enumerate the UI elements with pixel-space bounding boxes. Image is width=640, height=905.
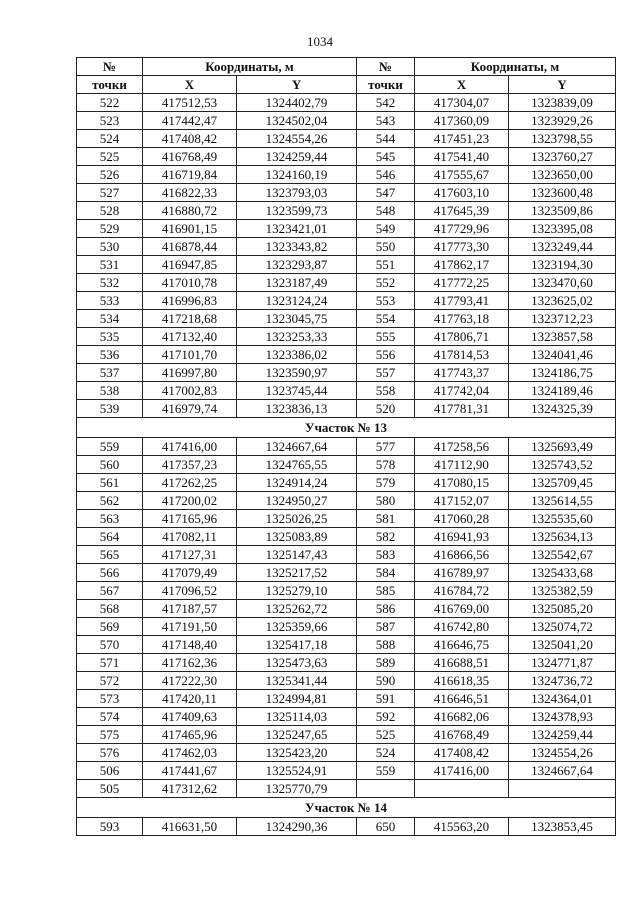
x-coordinate-cell: 417200,02 [143, 492, 237, 510]
y-coordinate-cell: 1324502,04 [237, 112, 357, 130]
x-coordinate-cell: 417262,25 [143, 474, 237, 492]
y-coordinate-cell: 1323650,00 [509, 166, 616, 184]
page-number: 1034 [307, 34, 333, 49]
y-coordinate-cell: 1323853,45 [509, 818, 616, 836]
point-number-cell: 558 [357, 382, 415, 400]
point-number-header-left: № [77, 58, 143, 76]
table-row [77, 166, 616, 184]
y-coordinate-cell [509, 780, 616, 798]
y-coordinate-cell: 1324771,87 [509, 654, 616, 672]
y-coordinate-cell: 1324402,79 [237, 94, 357, 112]
point-number-cell: 529 [77, 220, 143, 238]
x-coordinate-cell: 417127,31 [143, 546, 237, 564]
x-coordinate-cell: 416688,51 [415, 654, 509, 672]
x-coordinate-cell: 417541,40 [415, 148, 509, 166]
point-number-cell: 578 [357, 456, 415, 474]
point-number-cell: 526 [77, 166, 143, 184]
x-header-right: X [415, 76, 509, 94]
x-coordinate-cell: 417222,30 [143, 672, 237, 690]
y-coordinate-cell: 1323929,26 [509, 112, 616, 130]
x-coordinate-cell: 417191,50 [143, 618, 237, 636]
x-coordinate-cell: 416979,74 [143, 400, 237, 418]
x-coordinate-cell: 416901,15 [143, 220, 237, 238]
point-number-cell: 543 [357, 112, 415, 130]
point-number-cell: 591 [357, 690, 415, 708]
x-coordinate-cell: 417729,96 [415, 220, 509, 238]
point-number-cell: 505 [77, 780, 143, 798]
table-row [77, 256, 616, 274]
point-number-cell: 523 [77, 112, 143, 130]
point-number-cell: 556 [357, 346, 415, 364]
x-coordinate-cell: 417060,28 [415, 510, 509, 528]
y-coordinate-cell: 1324554,26 [509, 744, 616, 762]
point-number-cell: 554 [357, 310, 415, 328]
table-row [77, 780, 616, 798]
point-number-cell: 587 [357, 618, 415, 636]
y-coordinate-cell: 1323194,30 [509, 256, 616, 274]
table-row [77, 328, 616, 346]
x-coordinate-cell: 417416,00 [143, 438, 237, 456]
y-coordinate-cell: 1325114,03 [237, 708, 357, 726]
y-coordinate-cell: 1323798,55 [509, 130, 616, 148]
y-coordinate-cell: 1325085,20 [509, 600, 616, 618]
x-coordinate-cell: 416682,06 [415, 708, 509, 726]
x-coordinate-cell: 416646,51 [415, 690, 509, 708]
x-coordinate-cell: 417165,96 [143, 510, 237, 528]
x-header-left: X [143, 76, 237, 94]
x-coordinate-cell: 417462,03 [143, 744, 237, 762]
y-coordinate-cell: 1325026,25 [237, 510, 357, 528]
point-number-cell: 566 [77, 564, 143, 582]
y-coordinate-cell: 1324554,26 [237, 130, 357, 148]
x-coordinate-cell: 417112,90 [415, 456, 509, 474]
table-row [77, 564, 616, 582]
point-number-cell: 533 [77, 292, 143, 310]
table-row [77, 400, 616, 418]
x-coordinate-cell: 416742,80 [415, 618, 509, 636]
y-coordinate-cell: 1323124,24 [237, 292, 357, 310]
x-coordinate-cell: 417408,42 [143, 130, 237, 148]
x-coordinate-cell: 417096,52 [143, 582, 237, 600]
table-row [77, 708, 616, 726]
y-coordinate-cell: 1325634,13 [509, 528, 616, 546]
point-number-cell: 550 [357, 238, 415, 256]
y-coordinate-cell: 1323386,02 [237, 346, 357, 364]
x-coordinate-cell: 417451,23 [415, 130, 509, 148]
y-coordinate-cell: 1325423,20 [237, 744, 357, 762]
y-coordinate-cell: 1323395,08 [509, 220, 616, 238]
y-coordinate-cell: 1323590,97 [237, 364, 357, 382]
point-number-cell: 522 [77, 94, 143, 112]
y-coordinate-cell: 1325041,20 [509, 636, 616, 654]
point-number-header-right: № [357, 58, 415, 76]
y-coordinate-cell: 1324189,46 [509, 382, 616, 400]
y-coordinate-cell: 1325083,89 [237, 528, 357, 546]
y-coordinate-cell: 1325262,72 [237, 600, 357, 618]
x-coordinate-cell: 417793,41 [415, 292, 509, 310]
point-number-cell: 592 [357, 708, 415, 726]
y-coordinate-cell: 1325147,43 [237, 546, 357, 564]
point-number-cell: 534 [77, 310, 143, 328]
table-row [77, 456, 616, 474]
point-number-cell: 589 [357, 654, 415, 672]
table-row [77, 582, 616, 600]
x-coordinate-cell: 417763,18 [415, 310, 509, 328]
x-coordinate-cell: 417010,78 [143, 274, 237, 292]
y-header-left: Y [237, 76, 357, 94]
table-row [77, 130, 616, 148]
x-coordinate-cell: 416822,33 [143, 184, 237, 202]
table-row [77, 112, 616, 130]
y-coordinate-cell: 1323293,87 [237, 256, 357, 274]
y-coordinate-cell: 1323470,60 [509, 274, 616, 292]
y-coordinate-cell: 1324950,27 [237, 492, 357, 510]
table-row [77, 762, 616, 780]
table-row [77, 546, 616, 564]
y-coordinate-cell: 1325433,68 [509, 564, 616, 582]
table-row [77, 202, 616, 220]
point-number-cell: 539 [77, 400, 143, 418]
x-coordinate-cell [415, 780, 509, 798]
table-row [77, 528, 616, 546]
point-number-cell: 575 [77, 726, 143, 744]
point-number-cell: 525 [357, 726, 415, 744]
y-coordinate-cell: 1325217,52 [237, 564, 357, 582]
y-coordinate-cell: 1325743,52 [509, 456, 616, 474]
header-row-top [77, 58, 616, 76]
table-row [77, 438, 616, 456]
point-number-cell: 536 [77, 346, 143, 364]
point-number-cell: 555 [357, 328, 415, 346]
y-coordinate-cell: 1325417,18 [237, 636, 357, 654]
y-coordinate-cell: 1323421,01 [237, 220, 357, 238]
x-coordinate-cell: 417742,04 [415, 382, 509, 400]
x-coordinate-cell: 416618,35 [415, 672, 509, 690]
point-number-cell: 542 [357, 94, 415, 112]
y-coordinate-cell: 1323745,44 [237, 382, 357, 400]
point-label-right: точки [357, 76, 415, 94]
table-row [77, 744, 616, 762]
x-coordinate-cell: 417806,71 [415, 328, 509, 346]
y-coordinate-cell: 1325247,65 [237, 726, 357, 744]
point-number-cell: 570 [77, 636, 143, 654]
table-row [77, 510, 616, 528]
x-coordinate-cell: 417743,37 [415, 364, 509, 382]
x-coordinate-cell: 416768,49 [143, 148, 237, 166]
y-coordinate-cell: 1324290,36 [237, 818, 357, 836]
y-coordinate-cell: 1325341,44 [237, 672, 357, 690]
table-row [77, 474, 616, 492]
x-coordinate-cell: 416996,83 [143, 292, 237, 310]
point-number-cell: 520 [357, 400, 415, 418]
table-row [77, 238, 616, 256]
section-13-header [77, 418, 616, 438]
y-coordinate-cell: 1324378,93 [509, 708, 616, 726]
y-coordinate-cell: 1324259,44 [509, 726, 616, 744]
point-number-cell: 584 [357, 564, 415, 582]
table-row [77, 148, 616, 166]
y-coordinate-cell: 1324914,24 [237, 474, 357, 492]
y-coordinate-cell: 1325709,45 [509, 474, 616, 492]
point-number-cell: 583 [357, 546, 415, 564]
y-coordinate-cell: 1324186,75 [509, 364, 616, 382]
x-coordinate-cell: 417814,53 [415, 346, 509, 364]
table-row [77, 346, 616, 364]
x-coordinate-cell: 417357,23 [143, 456, 237, 474]
x-coordinate-cell: 417645,39 [415, 202, 509, 220]
x-coordinate-cell: 417442,47 [143, 112, 237, 130]
x-coordinate-cell: 417360,09 [415, 112, 509, 130]
coords-header-left: Координаты, м [143, 58, 357, 76]
table-row [77, 364, 616, 382]
point-number-cell: 563 [77, 510, 143, 528]
table-row [77, 94, 616, 112]
table-row [77, 600, 616, 618]
table-row [77, 382, 616, 400]
point-number-cell: 561 [77, 474, 143, 492]
point-number-cell: 650 [357, 818, 415, 836]
x-coordinate-cell: 417080,15 [415, 474, 509, 492]
point-number-cell: 581 [357, 510, 415, 528]
y-coordinate-cell: 1323712,23 [509, 310, 616, 328]
x-coordinate-cell: 416719,84 [143, 166, 237, 184]
point-number-cell: 577 [357, 438, 415, 456]
point-number-cell: 582 [357, 528, 415, 546]
point-number-cell: 551 [357, 256, 415, 274]
x-coordinate-cell: 417218,68 [143, 310, 237, 328]
point-number-cell: 565 [77, 546, 143, 564]
table-row [77, 292, 616, 310]
table-row [77, 220, 616, 238]
point-number-cell: 538 [77, 382, 143, 400]
x-coordinate-cell: 416880,72 [143, 202, 237, 220]
point-number-cell: 580 [357, 492, 415, 510]
point-number-cell: 535 [77, 328, 143, 346]
section-row [77, 798, 616, 818]
y-coordinate-cell: 1323045,75 [237, 310, 357, 328]
x-coordinate-cell: 417416,00 [415, 762, 509, 780]
x-coordinate-cell: 417258,56 [415, 438, 509, 456]
x-coordinate-cell: 417772,25 [415, 274, 509, 292]
point-number-cell: 573 [77, 690, 143, 708]
point-number-cell: 506 [77, 762, 143, 780]
x-coordinate-cell: 417304,07 [415, 94, 509, 112]
y-coordinate-cell: 1324364,01 [509, 690, 616, 708]
y-coordinate-cell: 1325473,63 [237, 654, 357, 672]
x-coordinate-cell: 417773,30 [415, 238, 509, 256]
point-number-cell: 544 [357, 130, 415, 148]
y-coordinate-cell: 1323600,48 [509, 184, 616, 202]
table-row [77, 184, 616, 202]
table-row [77, 690, 616, 708]
x-coordinate-cell: 417408,42 [415, 744, 509, 762]
table-row [77, 310, 616, 328]
point-number-cell: 559 [357, 762, 415, 780]
y-coordinate-cell: 1324667,64 [509, 762, 616, 780]
block-1-rows [77, 94, 616, 418]
y-coordinate-cell: 1325382,59 [509, 582, 616, 600]
x-coordinate-cell: 417148,40 [143, 636, 237, 654]
x-coordinate-cell: 417101,70 [143, 346, 237, 364]
point-number-cell: 528 [77, 202, 143, 220]
y-coordinate-cell: 1324325,39 [509, 400, 616, 418]
table-row [77, 618, 616, 636]
y-coordinate-cell: 1323509,86 [509, 202, 616, 220]
y-coordinate-cell: 1325693,49 [509, 438, 616, 456]
y-coordinate-cell: 1323253,33 [237, 328, 357, 346]
y-coordinate-cell: 1325279,10 [237, 582, 357, 600]
x-coordinate-cell: 416947,85 [143, 256, 237, 274]
point-number-cell: 585 [357, 582, 415, 600]
x-coordinate-cell: 417781,31 [415, 400, 509, 418]
x-coordinate-cell: 416631,50 [143, 818, 237, 836]
table-row [77, 818, 616, 836]
point-number-cell: 562 [77, 492, 143, 510]
y-coordinate-cell: 1324736,72 [509, 672, 616, 690]
y-coordinate-cell: 1323625,02 [509, 292, 616, 310]
table-row [77, 672, 616, 690]
point-number-cell: 559 [77, 438, 143, 456]
point-number-cell: 567 [77, 582, 143, 600]
table-row [77, 654, 616, 672]
point-number-cell: 590 [357, 672, 415, 690]
y-coordinate-cell: 1324160,19 [237, 166, 357, 184]
section-14-header [77, 798, 616, 818]
y-coordinate-cell: 1325074,72 [509, 618, 616, 636]
point-number-cell: 586 [357, 600, 415, 618]
x-coordinate-cell: 417555,67 [415, 166, 509, 184]
x-coordinate-cell: 417079,49 [143, 564, 237, 582]
point-number-cell: 546 [357, 166, 415, 184]
x-coordinate-cell: 417465,96 [143, 726, 237, 744]
point-number-cell: 552 [357, 274, 415, 292]
x-coordinate-cell: 416768,49 [415, 726, 509, 744]
section-title: Участок № 14 [77, 798, 616, 818]
y-coordinate-cell: 1325614,55 [509, 492, 616, 510]
y-coordinate-cell: 1323793,03 [237, 184, 357, 202]
x-coordinate-cell: 416784,72 [415, 582, 509, 600]
y-coordinate-cell: 1325770,79 [237, 780, 357, 798]
x-coordinate-cell: 417152,07 [415, 492, 509, 510]
y-coordinate-cell: 1323760,27 [509, 148, 616, 166]
point-number-cell: 560 [77, 456, 143, 474]
x-coordinate-cell: 417409,63 [143, 708, 237, 726]
section-row [77, 418, 616, 438]
point-number-cell: 557 [357, 364, 415, 382]
y-coordinate-cell: 1323343,82 [237, 238, 357, 256]
y-coordinate-cell: 1323836,13 [237, 400, 357, 418]
y-coordinate-cell: 1324667,64 [237, 438, 357, 456]
y-coordinate-cell: 1323599,73 [237, 202, 357, 220]
header-row-bottom [77, 76, 616, 94]
x-coordinate-cell: 417420,11 [143, 690, 237, 708]
x-coordinate-cell: 415563,20 [415, 818, 509, 836]
point-number-cell: 527 [77, 184, 143, 202]
x-coordinate-cell: 417862,17 [415, 256, 509, 274]
point-number-cell: 571 [77, 654, 143, 672]
x-coordinate-cell: 417312,62 [143, 780, 237, 798]
x-coordinate-cell: 417441,67 [143, 762, 237, 780]
point-number-cell: 574 [77, 708, 143, 726]
y-coordinate-cell: 1323187,49 [237, 274, 357, 292]
point-number-cell: 593 [77, 818, 143, 836]
table-row [77, 726, 616, 744]
point-number-cell: 569 [77, 618, 143, 636]
x-coordinate-cell: 417512,53 [143, 94, 237, 112]
point-number-cell: 579 [357, 474, 415, 492]
y-coordinate-cell: 1324765,55 [237, 456, 357, 474]
x-coordinate-cell: 416769,00 [415, 600, 509, 618]
x-coordinate-cell: 416941,93 [415, 528, 509, 546]
point-number-cell: 576 [77, 744, 143, 762]
table-row [77, 274, 616, 292]
point-number-cell: 524 [77, 130, 143, 148]
x-coordinate-cell: 417603,10 [415, 184, 509, 202]
x-coordinate-cell: 416866,56 [415, 546, 509, 564]
point-number-cell: 564 [77, 528, 143, 546]
point-number-cell: 568 [77, 600, 143, 618]
point-number-cell: 553 [357, 292, 415, 310]
y-coordinate-cell: 1325542,67 [509, 546, 616, 564]
point-number-cell: 547 [357, 184, 415, 202]
x-coordinate-cell: 417162,36 [143, 654, 237, 672]
block-2-rows [77, 438, 616, 798]
point-number-cell: 532 [77, 274, 143, 292]
point-number-cell [357, 780, 415, 798]
point-number-cell: 588 [357, 636, 415, 654]
point-number-cell: 545 [357, 148, 415, 166]
point-number-cell: 525 [77, 148, 143, 166]
y-coordinate-cell: 1325359,66 [237, 618, 357, 636]
point-number-cell: 531 [77, 256, 143, 274]
table-row [77, 636, 616, 654]
point-number-cell: 572 [77, 672, 143, 690]
y-coordinate-cell: 1324994,81 [237, 690, 357, 708]
point-label-left: точки [77, 76, 143, 94]
y-coordinate-cell: 1323839,09 [509, 94, 616, 112]
y-coordinate-cell: 1325535,60 [509, 510, 616, 528]
x-coordinate-cell: 416997,80 [143, 364, 237, 382]
block-3-rows [77, 818, 616, 836]
section-title: Участок № 13 [77, 418, 616, 438]
x-coordinate-cell: 417132,40 [143, 328, 237, 346]
x-coordinate-cell: 417187,57 [143, 600, 237, 618]
point-number-cell: 524 [357, 744, 415, 762]
y-coordinate-cell: 1323249,44 [509, 238, 616, 256]
point-number-cell: 548 [357, 202, 415, 220]
point-number-cell: 530 [77, 238, 143, 256]
coords-header-right: Координаты, м [415, 58, 616, 76]
x-coordinate-cell: 417082,11 [143, 528, 237, 546]
point-number-cell: 549 [357, 220, 415, 238]
table-row [77, 492, 616, 510]
x-coordinate-cell: 416789,97 [415, 564, 509, 582]
y-header-right: Y [509, 76, 616, 94]
y-coordinate-cell: 1324041,46 [509, 346, 616, 364]
y-coordinate-cell: 1324259,44 [237, 148, 357, 166]
y-coordinate-cell: 1323857,58 [509, 328, 616, 346]
x-coordinate-cell: 416878,44 [143, 238, 237, 256]
x-coordinate-cell: 416646,75 [415, 636, 509, 654]
y-coordinate-cell: 1325524,91 [237, 762, 357, 780]
x-coordinate-cell: 417002,83 [143, 382, 237, 400]
coordinates-table [76, 57, 616, 836]
point-number-cell: 537 [77, 364, 143, 382]
